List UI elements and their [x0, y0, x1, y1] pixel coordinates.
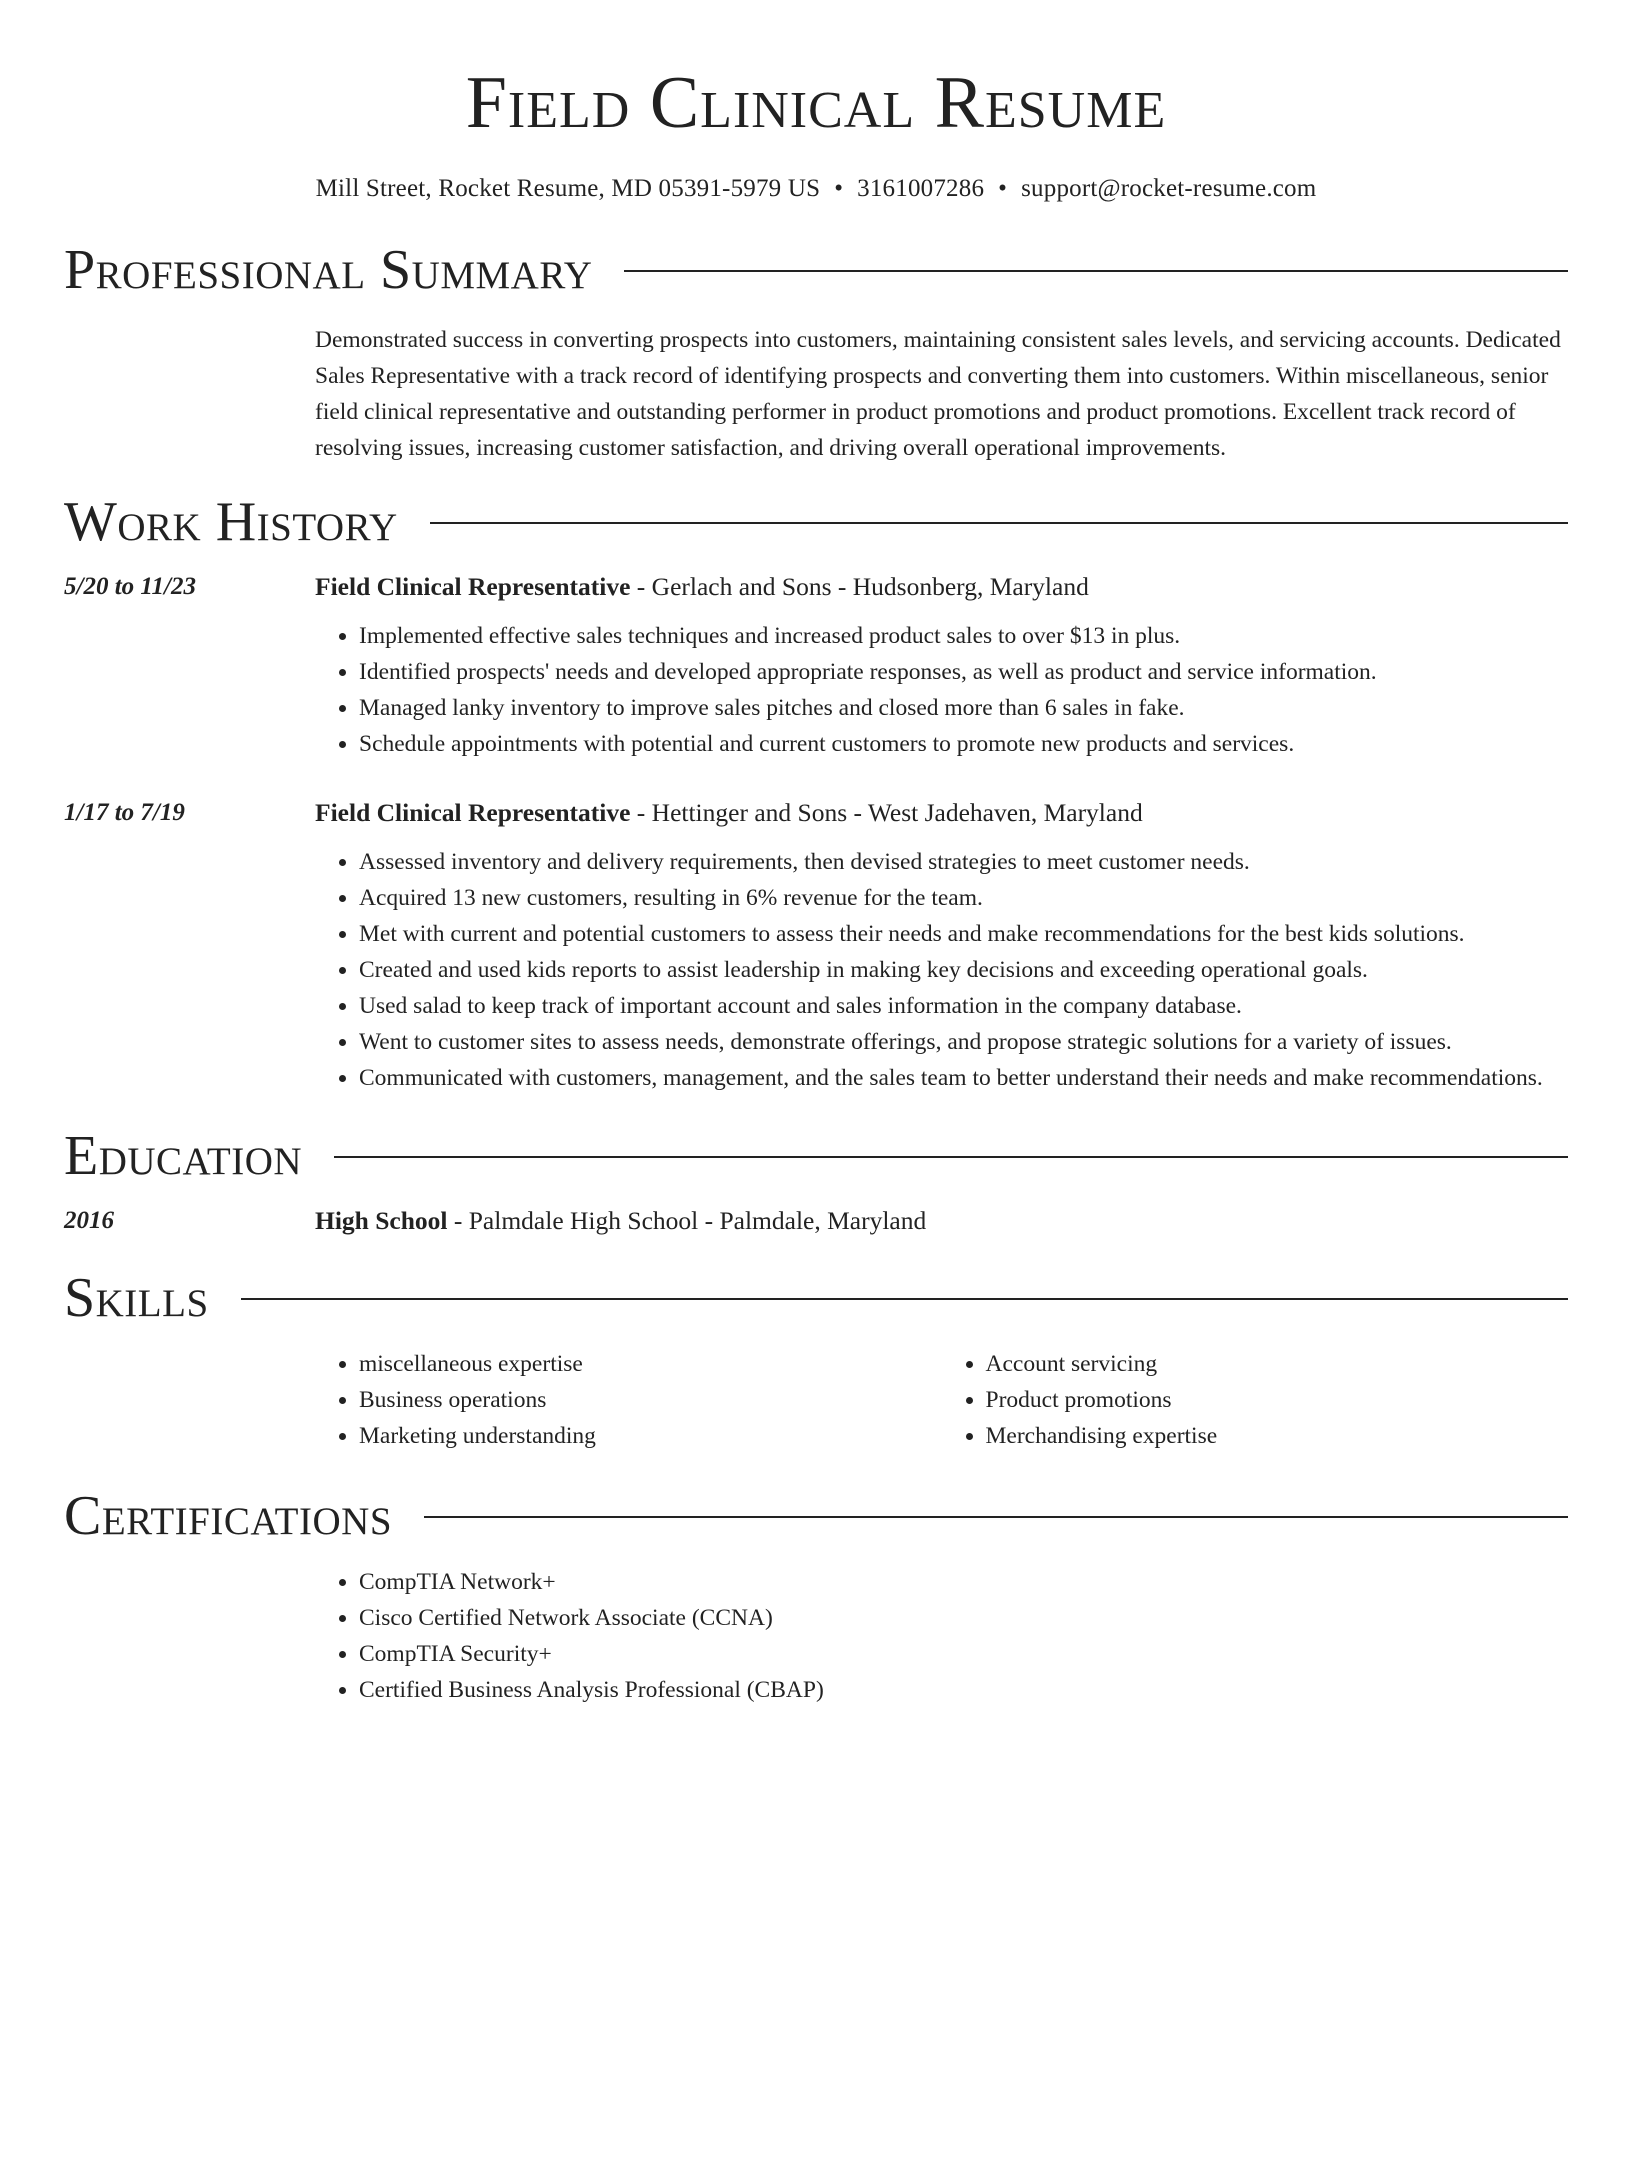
contact-email: support@rocket-resume.com — [1021, 175, 1317, 202]
list-item: • Acquired 13 new customers, resulting in 6% revenue for the team. — [359, 880, 1568, 916]
job-details: - Hettinger and Sons - West Jadehaven, Maryland — [630, 798, 1143, 827]
list-item: • Implemented effective sales techniques and increased product sales to over $13 in plus. — [359, 618, 1568, 654]
section-divider — [334, 1156, 1568, 1158]
skills-list-right — [942, 1346, 1569, 1454]
section-header-certifications — [64, 1486, 1568, 1546]
contact-separator: • — [998, 175, 1008, 202]
job-dates: 5/20 to 11/23 — [64, 573, 196, 600]
contact-line — [64, 172, 1568, 206]
job-heading — [315, 570, 1568, 604]
list-item: • Created and used kids reports to assist leadership in making key decisions and exceeding operational goals. — [359, 952, 1568, 988]
summary-row — [64, 322, 1568, 466]
section-divider — [624, 270, 1568, 272]
job-dates: 1/17 to 7/19 — [64, 799, 185, 826]
list-item: • Merchandising expertise — [986, 1418, 1569, 1454]
list-item: • Assessed inventory and delivery requirements, then devised strategies to meet customer needs. — [359, 844, 1568, 880]
contact-phone: 3161007286 — [857, 175, 985, 202]
list-item: • Business operations — [359, 1382, 942, 1418]
list-item: • Went to customer sites to assess needs, demonstrate offerings, and propose strategic solutions for a variety of issues. — [359, 1024, 1568, 1060]
section-header-work — [64, 492, 1568, 552]
list-item: • Marketing understanding — [359, 1418, 942, 1454]
list-item: • Communicated with customers, management, and the sales team to better understand their needs and make recommendations. — [359, 1060, 1568, 1096]
section-title-education: Education — [64, 1125, 303, 1187]
list-item: • Identified prospects' needs and developed appropriate responses, as well as product and service information. — [359, 654, 1568, 690]
job-entry — [64, 796, 1568, 1096]
job-title: Field Clinical Representative — [315, 572, 631, 601]
education-degree: High School — [315, 1206, 448, 1235]
job-entry — [64, 570, 1568, 762]
section-divider — [430, 522, 1568, 524]
section-title-skills: Skills — [64, 1267, 209, 1329]
list-item: • CompTIA Network+ — [359, 1564, 1568, 1600]
list-item: • Product promotions — [986, 1382, 1569, 1418]
list-item: • Account servicing — [986, 1346, 1569, 1382]
skills-row — [64, 1328, 1568, 1454]
resume-name: Field Clinical Resume — [465, 62, 1167, 144]
certifications-spacer — [64, 1546, 315, 1708]
job-heading — [315, 796, 1568, 830]
job-bullets — [315, 844, 1568, 1096]
education-entry — [64, 1204, 1568, 1238]
job-details: - Gerlach and Sons - Hudsonberg, Maryland — [630, 572, 1089, 601]
skills-spacer — [64, 1328, 315, 1454]
summary-text: Demonstrated success in converting prospects into customers, maintaining consistent sales levels, and servicing accounts. Dedicated Sales Representative with a track record of identifying prospects and converting them into customers. Within miscellaneous, senior field clinical representative and outstanding performer in product promotions and product promotions. Excellent track record of resolving issues, increasing customer satisfaction, and driving overall operational improvements. — [315, 327, 1561, 461]
education-details: - Palmdale High School - Palmdale, Maryland — [447, 1206, 927, 1235]
summary-spacer — [64, 322, 315, 466]
contact-address: Mill Street, Rocket Resume, MD 05391-5979 US — [315, 175, 821, 202]
contact-separator: • — [834, 175, 844, 202]
list-item: • Schedule appointments with potential and current customers to promote new products and services. — [359, 726, 1568, 762]
list-item: • Met with current and potential customers to assess their needs and make recommendations for the best kids solutions. — [359, 916, 1568, 952]
skills-grid — [315, 1346, 1568, 1454]
job-bullets — [315, 618, 1568, 762]
list-item: • Used salad to keep track of important account and sales information in the company database. — [359, 988, 1568, 1024]
section-title-work: Work History — [64, 491, 398, 553]
section-header-education — [64, 1126, 1568, 1186]
list-item: • CompTIA Security+ — [359, 1636, 1568, 1672]
section-title-certifications: Certifications — [64, 1485, 393, 1547]
certifications-row — [64, 1546, 1568, 1708]
list-item: • Certified Business Analysis Professional (CBAP) — [359, 1672, 1568, 1708]
skills-list-left — [315, 1346, 942, 1454]
list-item: • Managed lanky inventory to improve sales pitches and closed more than 6 sales in fake. — [359, 690, 1568, 726]
list-item: • Cisco Certified Network Associate (CCNA) — [359, 1600, 1568, 1636]
education-year: 2016 — [64, 1207, 114, 1234]
section-header-skills — [64, 1268, 1568, 1328]
job-title: Field Clinical Representative — [315, 798, 631, 827]
section-title-summary: Professional Summary — [64, 239, 593, 301]
section-header-summary — [64, 240, 1568, 300]
list-item: • miscellaneous expertise — [359, 1346, 942, 1382]
section-divider — [424, 1516, 1568, 1518]
resume-page — [0, 58, 1632, 1708]
section-divider — [241, 1298, 1568, 1300]
certifications-list — [315, 1564, 1568, 1708]
